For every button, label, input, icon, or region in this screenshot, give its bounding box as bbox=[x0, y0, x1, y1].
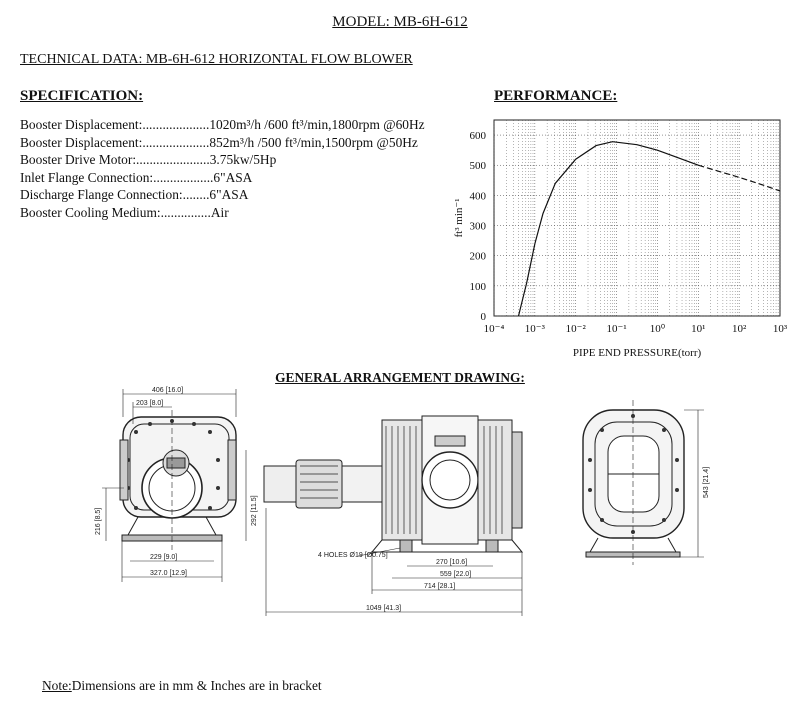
dim-406: 406 [16.0] bbox=[152, 387, 184, 394]
chart-x-tick-label: 10² bbox=[731, 323, 747, 335]
dim-229: 229 [9.0] bbox=[150, 554, 178, 561]
chart-x-axis-label: PIPE END PRESSURE(torr) bbox=[572, 347, 702, 359]
model-title: MODEL: MB-6H-612 bbox=[332, 14, 468, 30]
dim-270: 270 [10.6] bbox=[436, 559, 468, 566]
chart-x-tick-label: 10⁻⁴ bbox=[483, 323, 505, 335]
spec-label: Booster Displacement: bbox=[20, 117, 143, 132]
dim-327: 327.0 [12.9] bbox=[150, 570, 187, 577]
spec-value: 852m³/h /500 ft³/min,1500rpm @50Hz bbox=[209, 134, 418, 150]
chart-y-tick-label: 300 bbox=[469, 220, 486, 233]
chart-series-line bbox=[519, 142, 699, 316]
chart-series-line bbox=[698, 165, 780, 191]
dim-714: 714 [28.1] bbox=[424, 583, 456, 590]
spec-dots: .................. bbox=[153, 169, 214, 185]
spec-row bbox=[20, 186, 425, 204]
dim-559: 559 [22.0] bbox=[440, 571, 472, 578]
chart-y-tick-label: 200 bbox=[469, 250, 486, 263]
note-prefix: Note: bbox=[42, 678, 72, 693]
spec-label: Discharge Flange Connection: bbox=[20, 187, 183, 202]
arrangement-drawings bbox=[0, 380, 800, 620]
spec-row bbox=[20, 169, 425, 187]
spec-dots: ...................... bbox=[136, 152, 210, 167]
spec-value: 6"ASA bbox=[213, 169, 253, 185]
spec-dots: .................... bbox=[142, 134, 210, 150]
right-end-view bbox=[583, 400, 704, 565]
spec-row bbox=[20, 116, 425, 134]
chart-x-tick-label: 10⁻¹ bbox=[606, 323, 627, 335]
chart-x-tick-label: 10⁻³ bbox=[524, 323, 545, 335]
technical-data-title: TECHNICAL DATA: MB-6H-612 HORIZONTAL FLOW BLOWER bbox=[20, 52, 413, 67]
performance-heading: PERFORMANCE: bbox=[494, 88, 618, 104]
spec-dots: .................... bbox=[142, 117, 210, 132]
spec-dots: ........ bbox=[182, 187, 210, 202]
chart-y-ticks bbox=[470, 130, 487, 323]
note-text: Dimensions are in mm & Inches are in bracket bbox=[71, 678, 322, 693]
spec-value: 1020m³/h /600 ft³/min,1800rpm @60Hz bbox=[209, 117, 425, 132]
spec-label: Booster Drive Motor: bbox=[20, 152, 137, 167]
chart-x-tick-label: 10⁻² bbox=[565, 323, 586, 335]
center-side-view bbox=[264, 416, 522, 616]
dim-292: 292 [11.5] bbox=[251, 495, 258, 526]
chart-x-ticks bbox=[484, 323, 788, 335]
spec-label: Booster Displacement: bbox=[20, 134, 143, 150]
dim-543: 543 [21.4] bbox=[703, 466, 710, 498]
dim-holes: 4 HOLES Ø19 [Ø0.75] bbox=[318, 552, 388, 559]
spec-dots: ............... bbox=[160, 204, 211, 220]
specification-heading: SPECIFICATION: bbox=[20, 88, 144, 104]
chart-x-tick-label: 10¹ bbox=[691, 323, 706, 335]
arrangement-heading: GENERAL ARRANGEMENT DRAWING: bbox=[275, 370, 525, 385]
chart-frame bbox=[494, 120, 780, 316]
chart-y-tick-label: 600 bbox=[469, 130, 486, 143]
chart-x-tick-label: 10⁰ bbox=[649, 323, 666, 335]
spec-label: Inlet Flange Connection: bbox=[20, 169, 154, 185]
spec-value: 6"ASA bbox=[209, 187, 249, 202]
spec-row bbox=[20, 134, 425, 152]
spec-row bbox=[20, 151, 425, 169]
specification-list bbox=[20, 116, 425, 221]
chart-grid bbox=[494, 120, 780, 316]
spec-label: Booster Cooling Medium: bbox=[20, 204, 161, 220]
dim-216: 216 [8.5] bbox=[95, 507, 102, 535]
spec-row bbox=[20, 204, 425, 222]
note bbox=[42, 678, 322, 694]
chart-y-tick-label: 500 bbox=[469, 160, 486, 173]
chart-y-tick-label: 100 bbox=[469, 280, 486, 293]
chart-x-tick-label: 10³ bbox=[772, 323, 788, 335]
chart-y-axis-label: ft³ min⁻¹ bbox=[453, 198, 465, 238]
chart-y-tick-label: 0 bbox=[480, 311, 486, 323]
chart-y-tick-label: 400 bbox=[469, 190, 486, 203]
dim-203: 203 [8.0] bbox=[136, 400, 164, 407]
chart-series bbox=[519, 142, 781, 316]
spec-value: Air bbox=[210, 204, 229, 220]
spec-value: 3.75kw/5Hp bbox=[209, 152, 277, 167]
performance-chart bbox=[450, 108, 795, 363]
dim-1049: 1049 [41.3] bbox=[366, 605, 402, 612]
